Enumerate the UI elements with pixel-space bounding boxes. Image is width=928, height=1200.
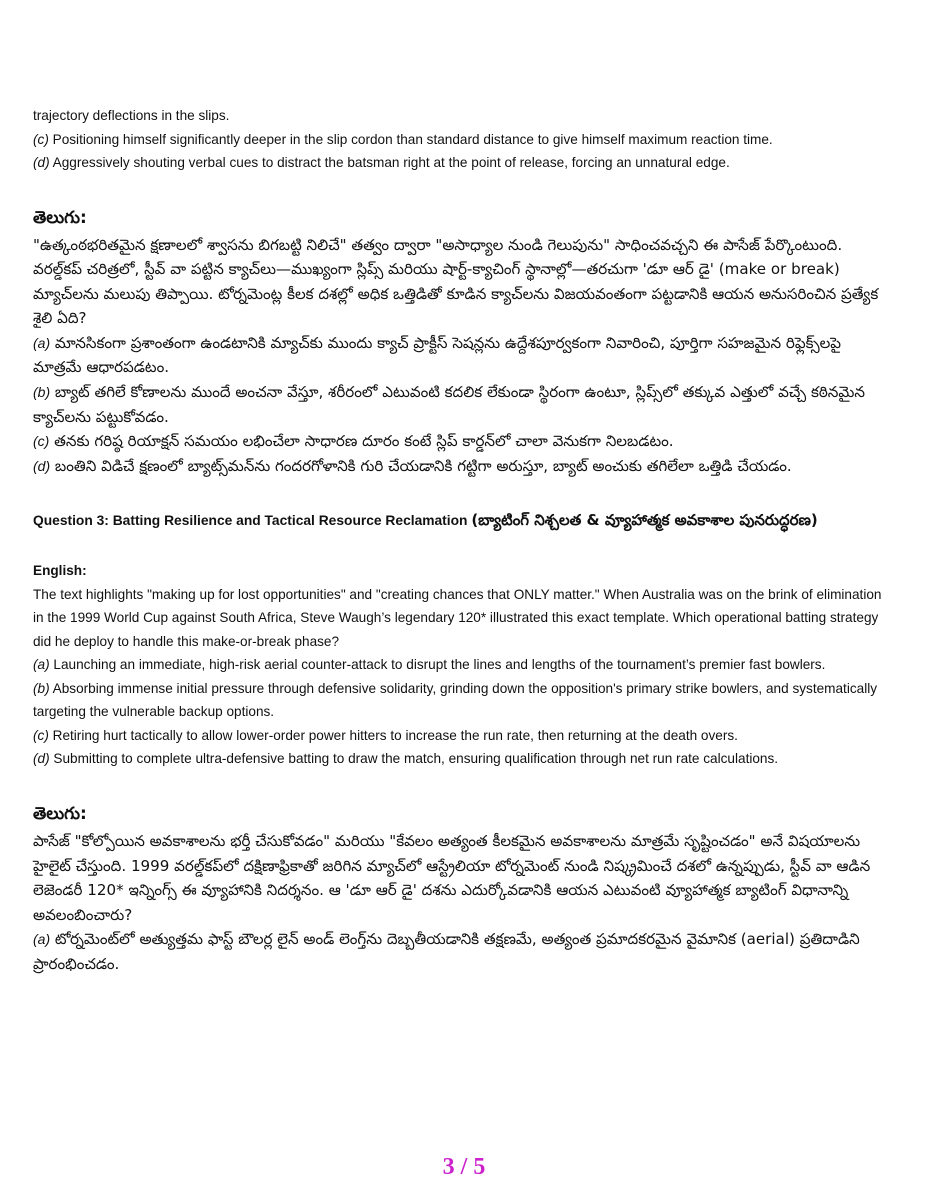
question-3-telugu (33, 829, 888, 977)
telugu-heading: తెలుగు: (33, 803, 87, 824)
question-2-tail (33, 104, 888, 175)
question-2-option-b-continuation: trajectory deflections in the slips. (33, 108, 230, 123)
question-3-heading-telugu: (బ్యాటింగ్ నిశ్చలత & వ్యూహాత్మక అవకాశాల పునరుద్ధరణ) (471, 511, 818, 530)
option-text: Positioning himself significantly deeper in the slip cordon than standard distance to give himself maximum reaction time. (48, 131, 773, 147)
option-label: (a) (33, 334, 51, 351)
option-label: (d) (33, 751, 50, 767)
option-text: Retiring hurt tactically to allow lower-order power hitters to increase the run rate, then returning at the death overs. (48, 727, 738, 743)
telugu-heading: తెలుగు: (33, 207, 87, 228)
question-2-option-c (33, 128, 888, 152)
question-3-english (33, 583, 888, 771)
question-2-telugu (33, 233, 888, 479)
question-text: The text highlights "making up for lost opportunities" and "creating chances that ONLY matter." When Australia was on the brink of elimination in the 1999 World Cup against South Africa, Steve Waugh’s legendary 120* illustrated this exact template. Which operational batting strategy did he deploy to handle this make-or-break phase? (33, 586, 882, 649)
question-2-option-d (33, 151, 888, 175)
option-label: (c) (33, 131, 49, 147)
question-3-option-a (33, 653, 888, 677)
option-text: Absorbing immense initial pressure through defensive solidarity, grinding down the opposition's primary strike bowlers, and systematically targeting the vulnerable backup options. (33, 680, 878, 720)
option-text: తనకు గరిష్ఠ రియాక్షన్ సమయం లభించేలా సాధారణ దూరం కంటే స్లిప్ కార్డన్‌లో చాలా వెనుకగా నిలబడటం. (49, 432, 674, 451)
telugu-option-c (33, 429, 888, 454)
option-text: బ్యాట్ తగిలే కోణాలను ముందే అంచనా వేస్తూ, శరీరంలో ఎటువంటి కదలిక లేకుండా స్థిరంగా ఉంటూ, స్లిప్స్‌లో తక్కువ ఎత్తులో వచ్చే కఠినమైన క్యాచ్‌లను పట్టుకోవడం. (33, 383, 865, 426)
option-label: (d) (33, 155, 50, 170)
option-label: (c) (33, 433, 50, 450)
telugu-option-b (33, 380, 888, 429)
telugu-question-text: "ఉత్కంఠభరితమైన క్షణాలలో శ్వాసను బిగబట్టి నిలిచే" తత్వం ద్వారా "అసాధ్యాల నుండి గెలుపును" సాధించవచ్చని ఈ పాసేజ్ పేర్కొంటుంది. వరల్డ్‌కప్ చరిత్రలో, స్టీవ్ వా పట్టిన క్యాచ్‌లు—ముఖ్యంగా స్లిప్స్ మరియు షార్ట్-క్యాచింగ్ స్థానాల్లో—తరచుగా 'డూ ఆర్ డై' (make or break) మ్యాచ్‌లను మలుపు తిప్పాయి. టోర్నమెంట్ల కీలక దశల్లో అధిక ఒత్తిడితో కూడిన క్యాచ్‌లను విజయవంతంగా పట్టడానికి ఆయన అనుసరించిన ప్రత్యేక శైలి ఏది? (33, 235, 879, 328)
option-label: (d) (33, 457, 51, 474)
option-text: Launching an immediate, high-risk aerial counter-attack to disrupt the lines and lengths of the tournament’s premier fast bowlers. (49, 657, 826, 673)
page-number: 3 / 5 (442, 1154, 486, 1180)
telugu-option-d (33, 454, 888, 479)
option-label: (a) (33, 657, 50, 673)
question-3-option-c (33, 724, 888, 748)
option-label: (b) (33, 384, 51, 401)
question-3-option-d (33, 747, 888, 771)
english-heading: English: (33, 563, 87, 579)
option-label: (b) (33, 680, 50, 696)
question-3-heading-english: Question 3: Batting Resilience and Tactical Resource Reclamation (33, 513, 472, 529)
option-text: బంతిని విడిచే క్షణంలో బ్యాట్స్‌మన్‌ను గందరగోళానికి గురి చేయడానికి గట్టిగా అరుస్తూ, బ్యాట్ అంచుకు తగిలేలా ఒత్తిడి చేయడం. (50, 456, 792, 475)
option-label: (c) (33, 727, 49, 743)
option-text: Submitting to complete ultra-defensive batting to draw the match, ensuring qualification through net run rate calculations. (49, 751, 779, 767)
option-text: Aggressively shouting verbal cues to distract the batsman right at the point of release, forcing an unnatural edge. (49, 155, 730, 170)
option-text: మానసికంగా ప్రశాంతంగా ఉండటానికి మ్యాచ్‌కు ముందు క్యాచ్ ప్రాక్టీస్ సెషన్లను ఉద్దేశపూర్వకంగా నివారించి, పూర్తిగా సహజమైన రిఫ్లెక్స్‌లపై మాత్రమే ఆధారపడటం. (33, 333, 842, 377)
telugu-option-a (33, 331, 888, 380)
telugu-question-text: పాసేజ్ "కోల్పోయిన అవకాశాలను భర్తీ చేసుకోవడం" మరియు "కేవలం అత్యంత కీలకమైన అవకాశాలను మాత్రమే సృష్టించడం" అనే విషయాలను హైలైట్ చేస్తుంది. 1999 వరల్డ్‌కప్‌లో దక్షిణాఫ్రికాతో జరిగిన మ్యాచ్‌లో ఆస్ట్రేలియా టోర్నమెంట్ నుండి నిష్క్రమించే దశలో ఉన్నప్పుడు, స్టీవ్ వా ఆడిన లెజెండరీ 120* ఇన్నింగ్స్ ఈ వ్యూహానికి నిదర్శనం. ఆ 'డూ ఆర్ డై' దశను ఎదుర్కోవడానికి ఆయన ఎటువంటి వ్యూహాత్మక బ్యాటింగ్ విధానాన్ని అవలంబించారు? (33, 831, 871, 924)
option-label: (a) (33, 931, 51, 948)
question-3-option-b (33, 677, 888, 724)
telugu-option-a (33, 927, 888, 976)
option-text: టోర్నమెంట్‌లో అత్యుత్తమ ఫాస్ట్ బౌలర్ల లైన్ అండ్ లెంగ్త్‌ను దెబ్బతీయడానికి తక్షణమే, అత్యంత ప్రమాదకరమైన వైమానిక (aerial) ప్రతిదాడిని ప్రారంభించడం. (33, 930, 860, 973)
question-3-heading (33, 508, 888, 533)
